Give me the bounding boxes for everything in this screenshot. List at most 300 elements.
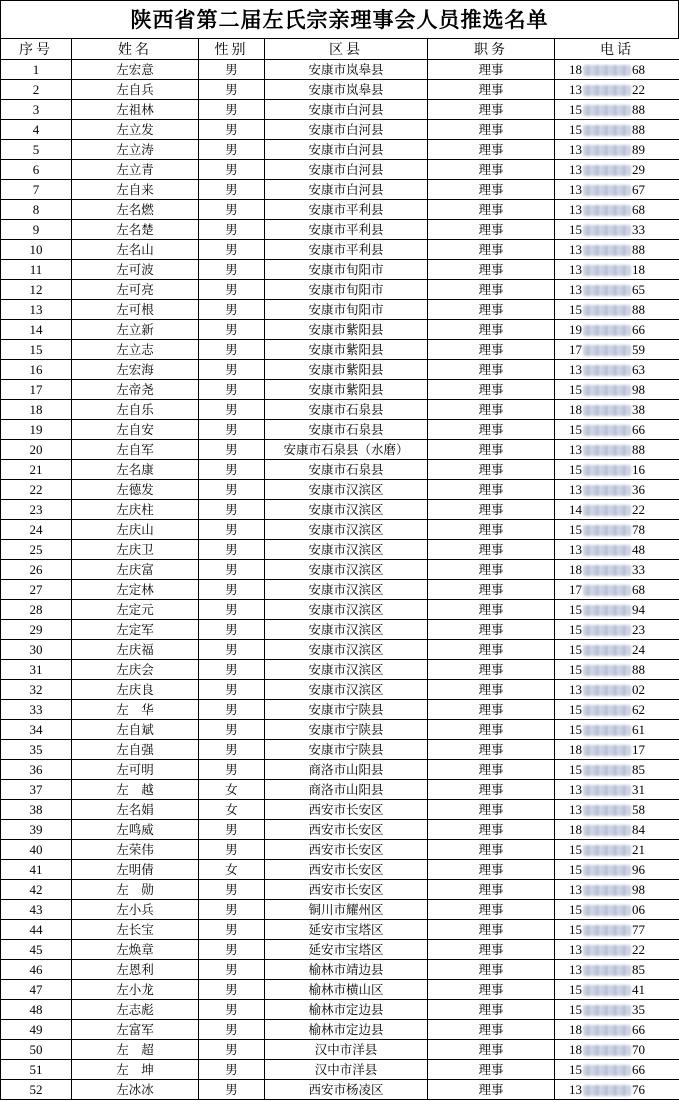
row-index: 28: [1, 600, 72, 620]
row-gender: 男: [199, 520, 265, 540]
row-district: 安康市汉滨区: [265, 480, 428, 500]
phone-prefix: 13: [569, 161, 582, 177]
row-role: 理事: [428, 400, 555, 420]
phone-prefix: 13: [569, 361, 582, 377]
phone-prefix: 18: [569, 1041, 582, 1057]
phone-prefix: 15: [569, 621, 582, 637]
phone-suffix: 31: [632, 781, 645, 797]
row-index: 11: [1, 260, 72, 280]
row-district: 安康市宁陕县: [265, 740, 428, 760]
row-gender: 男: [199, 760, 265, 780]
phone-redaction: [583, 245, 631, 256]
row-phone: [555, 520, 679, 540]
table-row: [1, 1060, 679, 1080]
row-phone: [555, 1060, 679, 1080]
row-gender: 男: [199, 240, 265, 260]
row-role: 理事: [428, 340, 555, 360]
table-row: [1, 960, 679, 980]
phone-prefix: 13: [569, 881, 582, 897]
row-phone: [555, 260, 679, 280]
row-role: 理事: [428, 620, 555, 640]
row-phone: [555, 840, 679, 860]
row-phone: [555, 1040, 679, 1060]
row-gender: 男: [199, 880, 265, 900]
row-name: 左小兵: [72, 900, 199, 920]
row-name: 左立涛: [72, 140, 199, 160]
row-role: 理事: [428, 820, 555, 840]
row-gender: 男: [199, 620, 265, 640]
phone-redaction: [583, 765, 631, 776]
row-phone: [555, 400, 679, 420]
row-name: 左明倩: [72, 860, 199, 880]
phone-prefix: 15: [569, 101, 582, 117]
row-name: 左 越: [72, 780, 199, 800]
phone-redaction: [583, 945, 631, 956]
roster-table: [0, 38, 679, 1100]
row-gender: 男: [199, 580, 265, 600]
table-row: [1, 520, 679, 540]
row-gender: 女: [199, 860, 265, 880]
phone-prefix: 18: [569, 561, 582, 577]
phone-prefix: 15: [569, 661, 582, 677]
phone-prefix: 13: [569, 1081, 582, 1097]
phone-prefix: 14: [569, 501, 582, 517]
row-district: 安康市白河县: [265, 120, 428, 140]
row-district: 安康市汉滨区: [265, 580, 428, 600]
row-index: 45: [1, 940, 72, 960]
row-index: 7: [1, 180, 72, 200]
row-phone: [555, 100, 679, 120]
table-row: [1, 660, 679, 680]
row-district: 安康市汉滨区: [265, 600, 428, 620]
phone-suffix: 68: [632, 581, 645, 597]
row-index: 19: [1, 420, 72, 440]
phone-redaction: [583, 305, 631, 316]
row-phone: [555, 280, 679, 300]
row-index: 9: [1, 220, 72, 240]
phone-suffix: 68: [632, 61, 645, 77]
phone-redaction: [583, 845, 631, 856]
row-phone: [555, 180, 679, 200]
row-phone: [555, 140, 679, 160]
row-index: 50: [1, 1040, 72, 1060]
table-row: [1, 220, 679, 240]
row-district: 延安市宝塔区: [265, 940, 428, 960]
phone-prefix: 15: [569, 721, 582, 737]
table-row: [1, 380, 679, 400]
phone-suffix: 88: [632, 661, 645, 677]
row-role: 理事: [428, 160, 555, 180]
phone-suffix: 23: [632, 621, 645, 637]
row-role: 理事: [428, 920, 555, 940]
phone-redaction: [583, 405, 631, 416]
table-row: [1, 100, 679, 120]
phone-redaction: [583, 385, 631, 396]
row-phone: [555, 820, 679, 840]
row-index: 1: [1, 60, 72, 80]
row-index: 26: [1, 560, 72, 580]
row-role: 理事: [428, 1080, 555, 1100]
row-gender: 男: [199, 1080, 265, 1100]
row-index: 27: [1, 580, 72, 600]
phone-prefix: 13: [569, 441, 582, 457]
row-phone: [555, 580, 679, 600]
row-district: 铜川市耀州区: [265, 900, 428, 920]
row-gender: 男: [199, 960, 265, 980]
row-name: 左长宝: [72, 920, 199, 940]
row-district: 安康市平利县: [265, 200, 428, 220]
phone-redaction: [583, 805, 631, 816]
row-index: 24: [1, 520, 72, 540]
row-district: 商洛市山阳县: [265, 780, 428, 800]
row-district: 西安市长安区: [265, 880, 428, 900]
row-phone: [555, 900, 679, 920]
phone-redaction: [583, 625, 631, 636]
table-row: [1, 980, 679, 1000]
row-gender: 男: [199, 560, 265, 580]
phone-suffix: 66: [632, 321, 645, 337]
phone-redaction: [583, 125, 631, 136]
row-gender: 男: [199, 360, 265, 380]
phone-redaction: [583, 585, 631, 596]
row-district: 延安市宝塔区: [265, 920, 428, 940]
row-gender: 男: [199, 1020, 265, 1040]
row-phone: [555, 620, 679, 640]
phone-suffix: 02: [632, 681, 645, 697]
header-district: 区县: [265, 39, 428, 60]
row-role: 理事: [428, 440, 555, 460]
phone-suffix: 06: [632, 901, 645, 917]
row-phone: [555, 480, 679, 500]
table-row: [1, 760, 679, 780]
row-district: 安康市旬阳市: [265, 280, 428, 300]
row-phone: [555, 660, 679, 680]
row-phone: [555, 920, 679, 940]
row-phone: [555, 120, 679, 140]
table-row: [1, 640, 679, 660]
row-phone: [555, 680, 679, 700]
phone-redaction: [583, 285, 631, 296]
phone-suffix: 70: [632, 1041, 645, 1057]
row-gender: 男: [199, 200, 265, 220]
row-name: 左自斌: [72, 720, 199, 740]
phone-redaction: [583, 225, 631, 236]
row-name: 左冰冰: [72, 1080, 199, 1100]
row-name: 左德发: [72, 480, 199, 500]
row-index: 31: [1, 660, 72, 680]
phone-prefix: 13: [569, 801, 582, 817]
row-gender: 男: [199, 440, 265, 460]
row-gender: 男: [199, 280, 265, 300]
row-phone: [555, 160, 679, 180]
row-gender: 男: [199, 980, 265, 1000]
row-index: 16: [1, 360, 72, 380]
phone-suffix: 62: [632, 701, 645, 717]
phone-suffix: 66: [632, 1061, 645, 1077]
phone-prefix: 19: [569, 321, 582, 337]
row-role: 理事: [428, 100, 555, 120]
row-role: 理事: [428, 1000, 555, 1020]
phone-prefix: 15: [569, 701, 582, 717]
row-index: 46: [1, 960, 72, 980]
row-name: 左名燃: [72, 200, 199, 220]
row-name: 左立青: [72, 160, 199, 180]
table-row: [1, 280, 679, 300]
row-gender: 男: [199, 160, 265, 180]
row-gender: 男: [199, 460, 265, 480]
row-name: 左可亮: [72, 280, 199, 300]
row-district: 安康市汉滨区: [265, 540, 428, 560]
row-name: 左庆山: [72, 520, 199, 540]
row-role: 理事: [428, 1060, 555, 1080]
row-gender: 男: [199, 260, 265, 280]
phone-redaction: [583, 265, 631, 276]
row-name: 左定林: [72, 580, 199, 600]
row-gender: 男: [199, 660, 265, 680]
phone-suffix: 88: [632, 121, 645, 137]
phone-redaction: [583, 505, 631, 516]
phone-prefix: 15: [569, 521, 582, 537]
phone-redaction: [583, 145, 631, 156]
row-district: 西安市长安区: [265, 840, 428, 860]
row-role: 理事: [428, 960, 555, 980]
row-district: 榆林市定边县: [265, 1020, 428, 1040]
phone-suffix: 77: [632, 921, 645, 937]
table-row: [1, 480, 679, 500]
table-row: [1, 940, 679, 960]
phone-suffix: 63: [632, 361, 645, 377]
row-index: 34: [1, 720, 72, 740]
row-role: 理事: [428, 800, 555, 820]
row-district: 安康市白河县: [265, 140, 428, 160]
phone-redaction: [583, 985, 631, 996]
row-phone: [555, 220, 679, 240]
row-name: 左庆柱: [72, 500, 199, 520]
phone-suffix: 98: [632, 881, 645, 897]
table-row: [1, 600, 679, 620]
row-gender: 男: [199, 900, 265, 920]
row-name: 左名楚: [72, 220, 199, 240]
phone-redaction: [583, 465, 631, 476]
phone-redaction: [583, 905, 631, 916]
header-name: 姓名: [72, 39, 199, 60]
row-role: 理事: [428, 660, 555, 680]
row-role: 理事: [428, 260, 555, 280]
row-role: 理事: [428, 240, 555, 260]
row-role: 理事: [428, 60, 555, 80]
row-role: 理事: [428, 780, 555, 800]
row-name: 左名娟: [72, 800, 199, 820]
phone-suffix: 88: [632, 441, 645, 457]
row-gender: 男: [199, 940, 265, 960]
table-row: [1, 800, 679, 820]
row-index: 10: [1, 240, 72, 260]
phone-suffix: 85: [632, 961, 645, 977]
phone-suffix: 84: [632, 821, 645, 837]
row-name: 左可根: [72, 300, 199, 320]
phone-redaction: [583, 825, 631, 836]
row-role: 理事: [428, 940, 555, 960]
row-role: 理事: [428, 840, 555, 860]
row-gender: 男: [199, 300, 265, 320]
phone-prefix: 15: [569, 861, 582, 877]
row-index: 4: [1, 120, 72, 140]
table-row: [1, 260, 679, 280]
row-district: 安康市白河县: [265, 160, 428, 180]
row-role: 理事: [428, 320, 555, 340]
row-gender: 男: [199, 120, 265, 140]
phone-suffix: 76: [632, 1081, 645, 1097]
row-gender: 男: [199, 420, 265, 440]
table-row: [1, 60, 679, 80]
row-index: 6: [1, 160, 72, 180]
row-phone: [555, 1080, 679, 1100]
row-name: 左 华: [72, 700, 199, 720]
phone-redaction: [583, 705, 631, 716]
row-gender: 男: [199, 480, 265, 500]
row-district: 安康市岚皋县: [265, 60, 428, 80]
row-role: 理事: [428, 980, 555, 1000]
row-index: 23: [1, 500, 72, 520]
row-gender: 男: [199, 740, 265, 760]
table-row: [1, 120, 679, 140]
table-row: [1, 360, 679, 380]
phone-redaction: [583, 85, 631, 96]
row-phone: [555, 980, 679, 1000]
row-district: 安康市平利县: [265, 220, 428, 240]
row-index: 40: [1, 840, 72, 860]
row-index: 3: [1, 100, 72, 120]
row-district: 安康市宁陕县: [265, 700, 428, 720]
row-role: 理事: [428, 460, 555, 480]
phone-suffix: 21: [632, 841, 645, 857]
phone-prefix: 13: [569, 141, 582, 157]
phone-prefix: 15: [569, 221, 582, 237]
row-role: 理事: [428, 600, 555, 620]
phone-redaction: [583, 1085, 631, 1096]
row-phone: [555, 800, 679, 820]
row-gender: 男: [199, 320, 265, 340]
row-name: 左自兵: [72, 80, 199, 100]
row-district: 榆林市定边县: [265, 1000, 428, 1020]
phone-suffix: 96: [632, 861, 645, 877]
phone-suffix: 68: [632, 201, 645, 217]
row-index: 35: [1, 740, 72, 760]
row-district: 商洛市山阳县: [265, 760, 428, 780]
row-gender: 男: [199, 840, 265, 860]
row-district: 汉中市洋县: [265, 1040, 428, 1060]
row-phone: [555, 1020, 679, 1040]
phone-prefix: 13: [569, 781, 582, 797]
row-role: 理事: [428, 580, 555, 600]
phone-suffix: 94: [632, 601, 645, 617]
row-name: 左名康: [72, 460, 199, 480]
table-row: [1, 820, 679, 840]
phone-suffix: 17: [632, 741, 645, 757]
phone-redaction: [583, 1025, 631, 1036]
row-name: 左立新: [72, 320, 199, 340]
row-district: 榆林市横山区: [265, 980, 428, 1000]
phone-prefix: 15: [569, 921, 582, 937]
row-role: 理事: [428, 420, 555, 440]
header-role: 职务: [428, 39, 555, 60]
row-name: 左自来: [72, 180, 199, 200]
row-role: 理事: [428, 360, 555, 380]
row-district: 安康市石泉县: [265, 420, 428, 440]
phone-redaction: [583, 565, 631, 576]
row-name: 左小龙: [72, 980, 199, 1000]
phone-suffix: 16: [632, 461, 645, 477]
phone-prefix: 13: [569, 181, 582, 197]
table-row: [1, 200, 679, 220]
row-index: 32: [1, 680, 72, 700]
phone-prefix: 13: [569, 81, 582, 97]
row-phone: [555, 300, 679, 320]
row-gender: 男: [199, 400, 265, 420]
row-index: 5: [1, 140, 72, 160]
row-name: 左庆良: [72, 680, 199, 700]
row-name: 左定军: [72, 620, 199, 640]
phone-prefix: 18: [569, 821, 582, 837]
row-role: 理事: [428, 680, 555, 700]
row-district: 西安市杨凌区: [265, 1080, 428, 1100]
row-phone: [555, 540, 679, 560]
row-phone: [555, 960, 679, 980]
row-name: 左可波: [72, 260, 199, 280]
phone-suffix: 98: [632, 381, 645, 397]
row-phone: [555, 940, 679, 960]
phone-prefix: 15: [569, 641, 582, 657]
row-phone: [555, 200, 679, 220]
phone-suffix: 33: [632, 221, 645, 237]
row-gender: 女: [199, 780, 265, 800]
phone-prefix: 15: [569, 121, 582, 137]
row-index: 42: [1, 880, 72, 900]
table-row: [1, 440, 679, 460]
phone-suffix: 48: [632, 541, 645, 557]
row-district: 安康市汉滨区: [265, 660, 428, 680]
phone-suffix: 78: [632, 521, 645, 537]
row-district: 安康市汉滨区: [265, 620, 428, 640]
phone-suffix: 89: [632, 141, 645, 157]
header-index: 序号: [1, 39, 72, 60]
row-name: 左名山: [72, 240, 199, 260]
row-gender: 男: [199, 720, 265, 740]
row-gender: 男: [199, 100, 265, 120]
phone-redaction: [583, 105, 631, 116]
row-role: 理事: [428, 380, 555, 400]
phone-prefix: 13: [569, 241, 582, 257]
row-gender: 男: [199, 140, 265, 160]
phone-suffix: 59: [632, 341, 645, 357]
row-district: 安康市石泉县（水磨）: [265, 440, 428, 460]
row-index: 49: [1, 1020, 72, 1040]
phone-suffix: 85: [632, 761, 645, 777]
phone-redaction: [583, 605, 631, 616]
row-phone: [555, 360, 679, 380]
row-name: 左恩利: [72, 960, 199, 980]
table-row: [1, 340, 679, 360]
row-gender: 男: [199, 540, 265, 560]
table-row: [1, 420, 679, 440]
phone-suffix: 88: [632, 241, 645, 257]
row-district: 安康市汉滨区: [265, 560, 428, 580]
row-name: 左庆富: [72, 560, 199, 580]
phone-prefix: 18: [569, 401, 582, 417]
row-phone: [555, 380, 679, 400]
row-name: 左立发: [72, 120, 199, 140]
phone-suffix: 35: [632, 1001, 645, 1017]
